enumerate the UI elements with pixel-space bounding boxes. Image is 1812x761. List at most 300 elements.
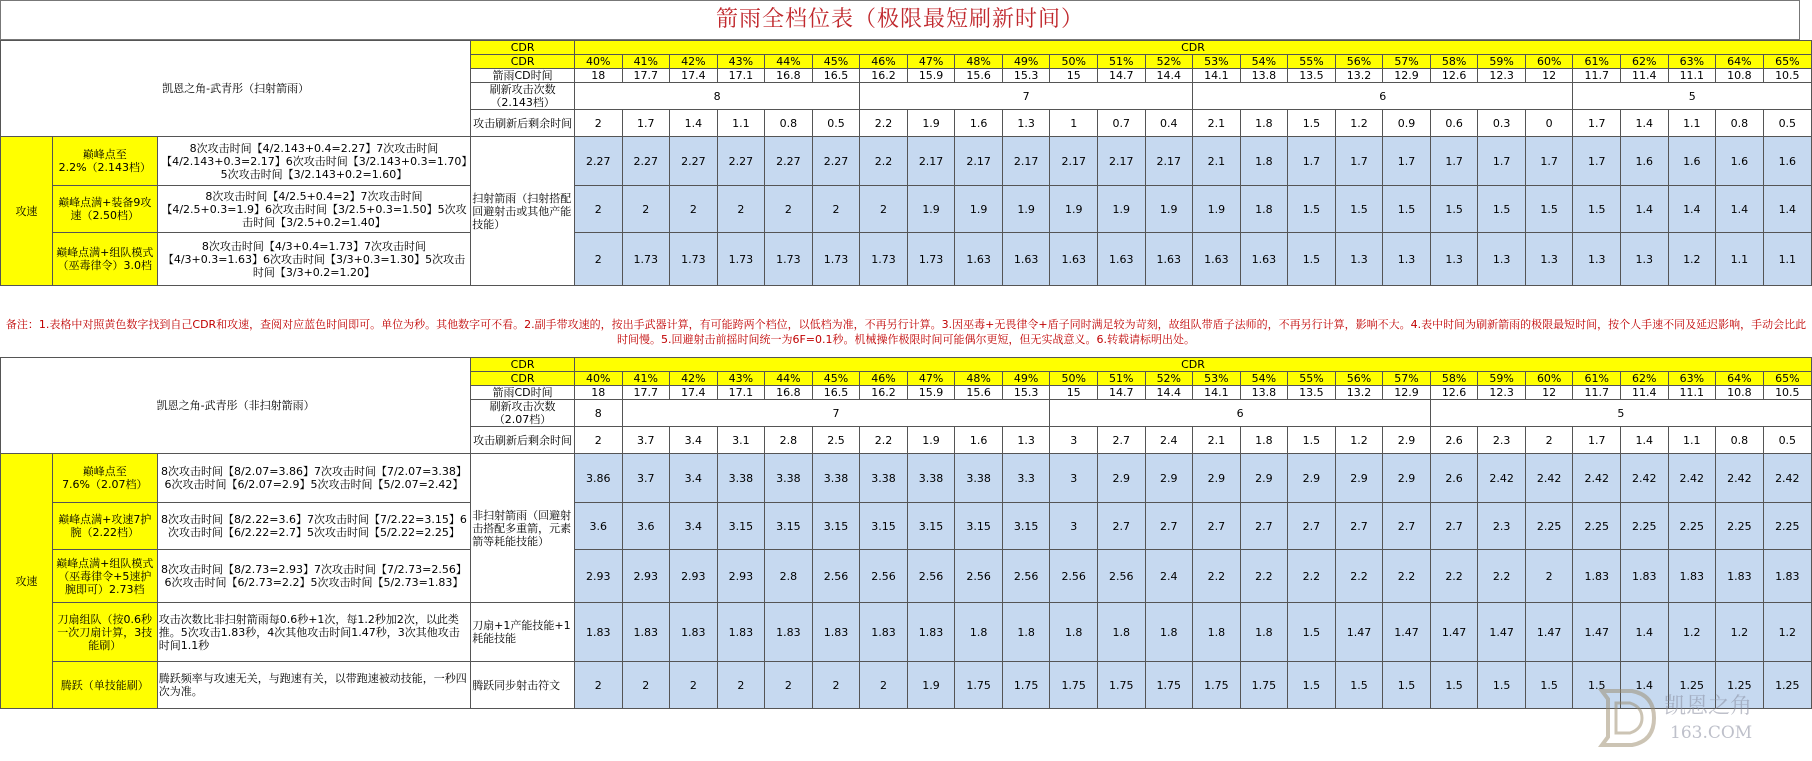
refresh-time-cell: 2.25 <box>1573 503 1621 550</box>
refresh-time-cell: 1.9 <box>955 186 1003 233</box>
refresh-time-cell: 3.38 <box>860 454 908 503</box>
cdr-header-cell: 64% <box>1716 55 1764 69</box>
refresh-time-cell: 1.73 <box>907 233 955 286</box>
refresh-time-cell: 2.9 <box>1145 454 1193 503</box>
refresh-time-cell: 3.15 <box>765 503 813 550</box>
refresh-time-cell: 2.9 <box>1335 454 1383 503</box>
refresh-time-cell: 1.73 <box>622 233 670 286</box>
refresh-time-cell: 2.93 <box>717 550 765 603</box>
refresh-time-cell: 2.6 <box>1430 454 1478 503</box>
cd-time-cell: 17.7 <box>622 69 670 83</box>
refresh-time-cell: 2.27 <box>670 137 718 186</box>
refresh-time-cell: 1.75 <box>1193 662 1241 709</box>
refresh-time-cell: 1.63 <box>955 233 1003 286</box>
refresh-time-cell: 2.56 <box>955 550 1003 603</box>
cdr-header-cell: 61% <box>1573 372 1621 386</box>
remain-time-cell: 1.4 <box>1620 427 1668 454</box>
cd-time-cell: 15.9 <box>907 69 955 83</box>
remain-time-cell: 2.4 <box>1145 427 1193 454</box>
cd-time-cell: 12.9 <box>1383 69 1431 83</box>
cd-time-cell: 14.7 <box>1097 386 1145 400</box>
refresh-time-cell: 1.7 <box>1288 137 1336 186</box>
skill-combo-label: 刀扇+1产能技能+1耗能技能 <box>471 603 575 662</box>
cd-time-cell: 16.2 <box>860 386 908 400</box>
refresh-time-cell: 2.4 <box>1145 550 1193 603</box>
cdr-header-cell: 46% <box>860 372 908 386</box>
refresh-time-cell: 1.7 <box>1383 137 1431 186</box>
refresh-time-cell: 2.9 <box>1097 454 1145 503</box>
refresh-time-cell: 1.9 <box>1002 186 1050 233</box>
refresh-time-cell: 1.73 <box>860 233 908 286</box>
cdr-header-cell: 54% <box>1240 372 1288 386</box>
refresh-time-cell: 1.83 <box>622 603 670 662</box>
cd-time-cell: 10.8 <box>1716 386 1764 400</box>
refresh-time-cell: 2.2 <box>1478 550 1526 603</box>
remain-time-cell: 1.6 <box>955 427 1003 454</box>
cdr-header-cell: 55% <box>1288 372 1336 386</box>
refresh-count-group: 6 <box>1193 83 1573 110</box>
remain-time-cell: 1.2 <box>1335 427 1383 454</box>
refresh-time-cell: 1.47 <box>1478 603 1526 662</box>
refresh-time-cell: 1.5 <box>1573 662 1621 709</box>
cdr-header-cell: 58% <box>1430 55 1478 69</box>
refresh-time-cell: 2.93 <box>622 550 670 603</box>
refresh-time-cell: 1.3 <box>1525 233 1573 286</box>
attack-speed-label: 攻速 <box>1 454 53 709</box>
skill-combo-label: 腾跃同步射击符文 <box>471 662 575 709</box>
cdr-header-cell: 40% <box>574 55 622 69</box>
cdr-header-cell: 56% <box>1335 55 1383 69</box>
cdr-label: CDR <box>574 41 1811 55</box>
refresh-time-cell: 2.25 <box>1763 503 1811 550</box>
cd-time-cell: 13.5 <box>1288 386 1336 400</box>
refresh-time-cell: 1.8 <box>1145 603 1193 662</box>
cdr-label-left: CDR <box>471 358 575 372</box>
refresh-time-cell: 3.15 <box>955 503 1003 550</box>
diablo-d-icon <box>1602 691 1654 745</box>
refresh-time-cell: 3.38 <box>812 454 860 503</box>
refresh-time-cell: 1.5 <box>1525 662 1573 709</box>
cd-time-cell: 17.4 <box>670 69 718 83</box>
cdr-header-cell: 55% <box>1288 55 1336 69</box>
cdr-header-cell: 41% <box>622 55 670 69</box>
remain-time-cell: 1.2 <box>1335 110 1383 137</box>
tier-name: 巅峰点满+攻速7护腕（2.22档） <box>52 503 157 550</box>
tier-name: 巅峰点满+组队模式（巫毒律令）3.0档 <box>52 233 157 286</box>
cd-time-cell: 13.8 <box>1240 386 1288 400</box>
cd-time-cell: 17.1 <box>717 69 765 83</box>
remain-time-cell: 0.5 <box>812 110 860 137</box>
cdr-header-cell: 65% <box>1763 55 1811 69</box>
cd-time-cell: 15 <box>1050 69 1098 83</box>
refresh-time-cell: 2.17 <box>1002 137 1050 186</box>
cdr-header-cell: 64% <box>1716 372 1764 386</box>
watermark-brand: 凯恩之角 <box>1664 694 1753 719</box>
refresh-time-cell: 2.56 <box>1002 550 1050 603</box>
refresh-count-group: 6 <box>1050 400 1430 427</box>
refresh-time-cell: 2 <box>574 233 622 286</box>
refresh-time-cell: 2 <box>812 186 860 233</box>
remain-time-cell: 0.7 <box>1097 110 1145 137</box>
tier-formula: 8次攻击时间【8/2.22=3.6】7次攻击时间【7/2.22=3.15】6次攻击时间【6/2.22=2.7】5次攻击时间【5/2.22=2.25】 <box>157 503 470 550</box>
cdr-label-left: CDR <box>471 55 575 69</box>
refresh-time-cell: 2.1 <box>1193 137 1241 186</box>
remain-time-cell: 2.3 <box>1478 427 1526 454</box>
cd-time-cell: 11.4 <box>1620 386 1668 400</box>
cdr-header-cell: 62% <box>1621 55 1669 69</box>
refresh-time-cell: 1.73 <box>765 233 813 286</box>
refresh-time-cell: 1.3 <box>1430 233 1478 286</box>
refresh-time-cell: 1.75 <box>955 662 1003 709</box>
cdr-label-left: CDR <box>471 41 575 55</box>
refresh-time-cell: 2.7 <box>1145 503 1193 550</box>
refresh-time-cell: 1.47 <box>1335 603 1383 662</box>
refresh-time-cell: 2.56 <box>812 550 860 603</box>
cd-time-cell: 15.6 <box>955 386 1003 400</box>
refresh-time-cell: 1.2 <box>1716 603 1764 662</box>
cd-time-cell: 10.5 <box>1763 69 1811 83</box>
cdr-header-cell: 60% <box>1525 372 1573 386</box>
refresh-time-cell: 1.9 <box>1050 186 1098 233</box>
refresh-time-cell: 2.2 <box>1288 550 1336 603</box>
refresh-time-cell: 2.2 <box>1240 550 1288 603</box>
cdr-header-cell: 44% <box>765 55 813 69</box>
refresh-time-cell: 2.3 <box>1478 503 1526 550</box>
refresh-count-group: 8 <box>574 83 859 110</box>
refresh-time-cell: 3.6 <box>622 503 670 550</box>
refresh-time-cell: 2.27 <box>812 137 860 186</box>
cdr-header-cell: 59% <box>1478 55 1526 69</box>
refresh-time-cell: 2.25 <box>1668 503 1716 550</box>
cd-time-cell: 12.3 <box>1478 386 1526 400</box>
remain-time-cell: 0.6 <box>1430 110 1478 137</box>
refresh-time-cell: 1.83 <box>860 603 908 662</box>
skill-combo-label: 非扫射箭雨（回避射击搭配多重箭，元素箭等耗能技能） <box>471 454 575 603</box>
refresh-time-cell: 3.4 <box>670 454 718 503</box>
cdr-header-cell: 41% <box>622 372 670 386</box>
remain-time-cell: 3.4 <box>670 427 718 454</box>
refresh-time-cell: 2.27 <box>717 137 765 186</box>
refresh-time-cell: 1.3 <box>1335 233 1383 286</box>
refresh-time-cell: 1.5 <box>1430 662 1478 709</box>
refresh-time-cell: 1.7 <box>1335 137 1383 186</box>
refresh-time-cell: 2.93 <box>670 550 718 603</box>
refresh-count-group: 5 <box>1573 83 1812 110</box>
cd-time-cell: 16.8 <box>765 69 813 83</box>
refresh-time-cell: 2.27 <box>765 137 813 186</box>
refresh-time-cell: 1.75 <box>1002 662 1050 709</box>
remain-time-cell: 1.1 <box>1668 110 1716 137</box>
cdr-header-cell: 47% <box>907 55 955 69</box>
remain-time-cell: 1.5 <box>1288 110 1336 137</box>
refresh-time-cell: 2.8 <box>765 550 813 603</box>
refresh-time-cell: 2 <box>622 186 670 233</box>
refresh-time-cell: 1.5 <box>1525 186 1573 233</box>
remain-time-cell: 2 <box>574 427 622 454</box>
remain-time-cell: 1.5 <box>1288 427 1336 454</box>
tier-name: 巅峰点满+装备9攻速（2.50档） <box>52 186 157 233</box>
refresh-time-cell: 2.56 <box>860 550 908 603</box>
cdr-header-cell: 51% <box>1097 372 1145 386</box>
remain-time-cell: 2.1 <box>1193 110 1241 137</box>
cd-time-label: 箭雨CD时间 <box>471 386 575 400</box>
remain-time-cell: 0.5 <box>1763 427 1811 454</box>
remain-time-cell: 2.2 <box>860 427 908 454</box>
remain-time-cell: 2.7 <box>1097 427 1145 454</box>
refresh-time-cell: 1.83 <box>1763 550 1811 603</box>
cd-time-cell: 13.8 <box>1240 69 1288 83</box>
refresh-time-cell: 1.8 <box>1050 603 1098 662</box>
refresh-time-cell: 2.25 <box>1620 503 1668 550</box>
page-title: 箭雨全档位表（极限最短刷新时间） <box>0 0 1800 40</box>
remain-time-cell: 2 <box>1525 427 1573 454</box>
refresh-time-cell: 1.83 <box>1668 550 1716 603</box>
refresh-time-cell: 2.42 <box>1573 454 1621 503</box>
refresh-time-cell: 1.8 <box>1193 603 1241 662</box>
refresh-time-cell: 1.83 <box>812 603 860 662</box>
cdr-header-cell: 58% <box>1430 372 1478 386</box>
refresh-time-cell: 3.15 <box>812 503 860 550</box>
refresh-time-cell: 1.5 <box>1478 662 1526 709</box>
cd-time-cell: 14.1 <box>1193 69 1241 83</box>
cd-time-cell: 15.6 <box>955 69 1003 83</box>
refresh-time-cell: 3.15 <box>860 503 908 550</box>
cd-time-label: 箭雨CD时间 <box>471 69 575 83</box>
refresh-time-cell: 1.5 <box>1335 662 1383 709</box>
refresh-time-cell: 2 <box>717 662 765 709</box>
remain-time-cell: 3 <box>1050 427 1098 454</box>
refresh-time-cell: 2.7 <box>1383 503 1431 550</box>
cdr-header-cell: 52% <box>1145 55 1193 69</box>
refresh-time-cell: 1.5 <box>1383 186 1431 233</box>
refresh-time-cell: 1.8 <box>955 603 1003 662</box>
refresh-time-cell: 2.56 <box>1097 550 1145 603</box>
tier-formula: 攻击次数比非扫射箭雨每0.6秒+1次，每1.2秒加2次，以此类推。5次攻击1.83秒，4次其他攻击时间1.47秒，3次其他攻击时间1.1秒 <box>157 603 470 662</box>
remain-time-cell: 0.3 <box>1478 110 1526 137</box>
cd-time-cell: 15.3 <box>1002 386 1050 400</box>
refresh-time-cell: 2.17 <box>1145 137 1193 186</box>
refresh-time-cell: 1.6 <box>1716 137 1764 186</box>
refresh-time-cell: 2.2 <box>1193 550 1241 603</box>
remain-time-cell: 2.8 <box>765 427 813 454</box>
remain-time-cell: 0.4 <box>1145 110 1193 137</box>
remain-time-cell: 2.1 <box>1193 427 1241 454</box>
refresh-time-cell: 2.17 <box>1097 137 1145 186</box>
refresh-time-cell: 2.7 <box>1430 503 1478 550</box>
refresh-time-cell: 2.9 <box>1193 454 1241 503</box>
refresh-time-cell: 3.38 <box>955 454 1003 503</box>
remain-time-cell: 1.4 <box>1621 110 1669 137</box>
refresh-time-cell: 3.15 <box>907 503 955 550</box>
cd-time-cell: 17.1 <box>717 386 765 400</box>
attack-speed-label: 攻速 <box>1 137 53 286</box>
table-header-title: 凯恩之角-武青彤（扫射箭雨） <box>1 41 471 137</box>
cdr-header-cell: 57% <box>1383 55 1431 69</box>
cd-time-cell: 17.7 <box>622 386 670 400</box>
refresh-time-cell: 2 <box>670 186 718 233</box>
refresh-time-cell: 1.2 <box>1763 603 1811 662</box>
cd-time-cell: 13.5 <box>1288 69 1336 83</box>
cdr-header-cell: 60% <box>1525 55 1573 69</box>
refresh-time-cell: 2 <box>670 662 718 709</box>
refresh-count-label: 刷新攻击次数（2.07档） <box>471 400 575 427</box>
cdr-header-cell: 47% <box>907 372 955 386</box>
cd-time-cell: 12.3 <box>1478 69 1526 83</box>
refresh-time-cell: 1.2 <box>1668 233 1716 286</box>
remain-time-cell: 2.6 <box>1430 427 1478 454</box>
cd-time-cell: 17.4 <box>670 386 718 400</box>
cdr-header-cell: 61% <box>1573 55 1621 69</box>
cd-time-cell: 10.8 <box>1716 69 1764 83</box>
refresh-count-group: 7 <box>622 400 1050 427</box>
refresh-count-label: 刷新攻击次数（2.143档） <box>471 83 575 110</box>
cdr-header-cell: 40% <box>574 372 622 386</box>
skill-combo-label: 扫射箭雨（扫射搭配回避射击或其他产能技能） <box>471 137 575 286</box>
remain-time-cell: 1.3 <box>1002 427 1050 454</box>
refresh-time-cell: 1.83 <box>1620 550 1668 603</box>
remain-time-cell: 1.6 <box>955 110 1003 137</box>
refresh-time-cell: 2.9 <box>1288 454 1336 503</box>
refresh-time-cell: 2.2 <box>860 137 908 186</box>
remain-time-cell: 1.7 <box>622 110 670 137</box>
remain-time-cell: 3.1 <box>717 427 765 454</box>
refresh-time-cell: 3.3 <box>1002 454 1050 503</box>
refresh-time-cell: 1.63 <box>1193 233 1241 286</box>
refresh-time-cell: 2 <box>574 186 622 233</box>
refresh-time-cell: 1.4 <box>1716 186 1764 233</box>
remain-time-cell: 2.2 <box>860 110 908 137</box>
refresh-time-cell: 1.5 <box>1288 603 1336 662</box>
cd-time-cell: 11.1 <box>1668 386 1716 400</box>
watermark-logo <box>1592 683 1802 753</box>
refresh-time-cell: 1.4 <box>1621 186 1669 233</box>
cdr-header-cell: 63% <box>1668 372 1716 386</box>
refresh-time-cell: 1.83 <box>717 603 765 662</box>
refresh-time-cell: 2.42 <box>1478 454 1526 503</box>
refresh-time-cell: 2 <box>622 662 670 709</box>
cd-time-cell: 14.4 <box>1145 386 1193 400</box>
cd-time-cell: 11.1 <box>1668 69 1716 83</box>
refresh-time-cell: 1.7 <box>1525 137 1573 186</box>
tier-name: 巅峰点满+组队模式（巫毒律令+5速护腕即可）2.73档 <box>52 550 157 603</box>
refresh-time-cell: 1.6 <box>1763 137 1811 186</box>
refresh-time-cell: 2.42 <box>1763 454 1811 503</box>
refresh-time-cell: 2.17 <box>955 137 1003 186</box>
cdr-header-cell: 42% <box>670 55 718 69</box>
refresh-count-group: 5 <box>1430 400 1811 427</box>
remain-time-cell: 1 <box>1050 110 1098 137</box>
cdr-header-cell: 44% <box>765 372 813 386</box>
cd-time-cell: 13.2 <box>1335 69 1383 83</box>
refresh-time-cell: 2.42 <box>1668 454 1716 503</box>
refresh-time-cell: 2.17 <box>907 137 955 186</box>
cd-time-cell: 14.1 <box>1193 386 1241 400</box>
cdr-header-cell: 45% <box>812 55 860 69</box>
cd-time-cell: 12.6 <box>1430 386 1478 400</box>
refresh-time-cell: 2.7 <box>1335 503 1383 550</box>
refresh-time-cell: 3.7 <box>622 454 670 503</box>
cdr-header-cell: 53% <box>1193 55 1241 69</box>
tier-formula: 8次攻击时间【8/2.07=3.86】7次攻击时间【7/2.07=3.38】6次攻击时间【6/2.07=2.9】5次攻击时间【5/2.07=2.42】 <box>157 454 470 503</box>
refresh-time-cell: 1.83 <box>574 603 622 662</box>
remain-time-cell: 0.9 <box>1383 110 1431 137</box>
refresh-time-cell: 1.4 <box>1620 662 1668 709</box>
table-non-sweep-arrow-rain <box>0 357 1812 709</box>
remain-time-cell: 0 <box>1525 110 1573 137</box>
refresh-time-cell: 3.38 <box>717 454 765 503</box>
remain-time-cell: 1.7 <box>1573 110 1621 137</box>
refresh-time-cell: 2.42 <box>1525 454 1573 503</box>
refresh-time-cell: 2 <box>860 662 908 709</box>
tier-formula: 8次攻击时间【4/2.143+0.4=2.27】7次攻击时间【4/2.143+0.3=2.17】6次攻击时间【3/2.143+0.3=1.70】5次攻击时间【3/2.143+0.2=1.60】 <box>157 137 470 186</box>
tier-name: 刀扇组队（按0.6秒一次刀扇计算，3技能刷） <box>52 603 157 662</box>
remain-time-cell: 0.8 <box>1716 427 1764 454</box>
refresh-time-cell: 1.5 <box>1383 662 1431 709</box>
cd-time-cell: 16.8 <box>765 386 813 400</box>
refresh-time-cell: 1.6 <box>1668 137 1716 186</box>
refresh-time-cell: 1.9 <box>907 662 955 709</box>
table-sweep-arrow-rain <box>0 40 1812 286</box>
refresh-time-cell: 3.38 <box>907 454 955 503</box>
refresh-time-cell: 1.63 <box>1145 233 1193 286</box>
refresh-time-cell: 1.75 <box>1240 662 1288 709</box>
cd-time-cell: 10.5 <box>1763 386 1811 400</box>
refresh-time-cell: 1.63 <box>1050 233 1098 286</box>
refresh-time-cell: 2.93 <box>574 550 622 603</box>
refresh-time-cell: 2 <box>1525 550 1573 603</box>
cdr-header-cell: 63% <box>1668 55 1716 69</box>
refresh-time-cell: 2.42 <box>1620 454 1668 503</box>
refresh-time-cell: 2 <box>812 662 860 709</box>
refresh-time-cell: 1.9 <box>907 186 955 233</box>
refresh-time-cell: 1.83 <box>670 603 718 662</box>
refresh-time-cell: 1.73 <box>717 233 765 286</box>
refresh-time-cell: 1.4 <box>1763 186 1811 233</box>
cdr-label-left: CDR <box>471 372 575 386</box>
cdr-header-cell: 43% <box>717 372 765 386</box>
remain-time-cell: 2.9 <box>1383 427 1431 454</box>
refresh-time-cell: 1.9 <box>1097 186 1145 233</box>
cd-time-cell: 15.9 <box>907 386 955 400</box>
cd-time-cell: 12 <box>1525 386 1573 400</box>
refresh-time-cell: 2.2 <box>1335 550 1383 603</box>
refresh-time-cell: 1.8 <box>1002 603 1050 662</box>
refresh-time-cell: 1.75 <box>1050 662 1098 709</box>
refresh-time-cell: 2.9 <box>1240 454 1288 503</box>
tier-formula: 8次攻击时间【4/2.5+0.4=2】7次攻击时间【4/2.5+0.3=1.9】6次攻击时间【3/2.5+0.3=1.50】5次攻击时间【3/2.5+0.2=1.40】 <box>157 186 470 233</box>
cd-time-cell: 12.9 <box>1383 386 1431 400</box>
refresh-time-cell: 1.47 <box>1430 603 1478 662</box>
refresh-count-group: 7 <box>860 83 1193 110</box>
cdr-header-cell: 48% <box>955 372 1003 386</box>
remain-time-cell: 0.5 <box>1763 110 1811 137</box>
refresh-time-cell: 1.3 <box>1621 233 1669 286</box>
refresh-time-cell: 1.4 <box>1668 186 1716 233</box>
refresh-time-cell: 3.38 <box>765 454 813 503</box>
tier-name: 巅峰点至2.2%（2.143档） <box>52 137 157 186</box>
refresh-time-cell: 1.47 <box>1573 603 1621 662</box>
cdr-header-cell: 52% <box>1145 372 1193 386</box>
remain-time-cell: 2.5 <box>812 427 860 454</box>
refresh-time-cell: 1.83 <box>1573 550 1621 603</box>
refresh-time-cell: 2.7 <box>1097 503 1145 550</box>
cdr-header-cell: 43% <box>717 55 765 69</box>
remain-time-cell: 2 <box>574 110 622 137</box>
refresh-time-cell: 1.5 <box>1288 662 1336 709</box>
refresh-time-cell: 2.25 <box>1525 503 1573 550</box>
refresh-time-cell: 2.7 <box>1193 503 1241 550</box>
refresh-time-cell: 1.25 <box>1716 662 1764 709</box>
